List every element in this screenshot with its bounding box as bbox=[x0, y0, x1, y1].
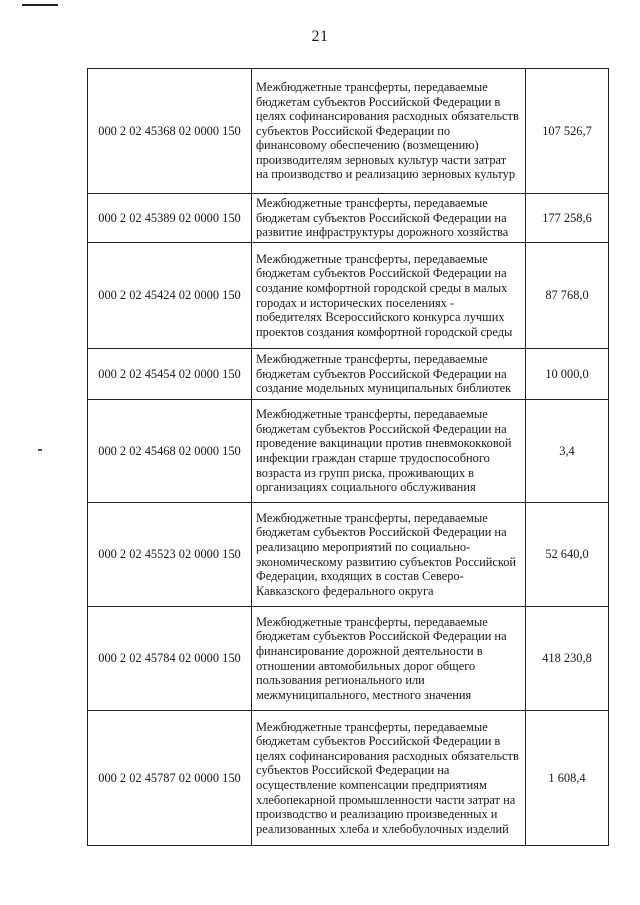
table-row bbox=[88, 607, 609, 711]
page-number: 21 bbox=[311, 28, 329, 45]
table-row bbox=[88, 243, 609, 349]
description-cell: Межбюджетные трансферты, передаваемые бюджетам субъектов Российской Федерации на создание модельных муниципальных библиотек bbox=[252, 349, 526, 400]
table-row bbox=[88, 69, 609, 194]
amount-cell: 107 526,7 bbox=[526, 69, 609, 194]
description-cell: Межбюджетные трансферты, передаваемые бюджетам субъектов Российской Федерации на создание комфортной городской среды в малых городах и исторических поселениях - победителях Всероссийского конкурса лучших проектов создания комфортной городской среды bbox=[252, 243, 526, 349]
table-row bbox=[88, 711, 609, 846]
amount-cell: 10 000,0 bbox=[526, 349, 609, 400]
budget-code-cell: 000 2 02 45784 02 0000 150 bbox=[88, 607, 252, 711]
amount-cell: 418 230,8 bbox=[526, 607, 609, 711]
scan-corner-mark bbox=[22, 4, 58, 6]
table-row bbox=[88, 194, 609, 243]
budget-code-cell: 000 2 02 45454 02 0000 150 bbox=[88, 349, 252, 400]
table-row bbox=[88, 503, 609, 607]
budget-code-cell: 000 2 02 45368 02 0000 150 bbox=[88, 69, 252, 194]
amount-cell: 1 608,4 bbox=[526, 711, 609, 846]
amount-cell: 3,4 bbox=[526, 400, 609, 503]
budget-code-cell: 000 2 02 45523 02 0000 150 bbox=[88, 503, 252, 607]
table-row bbox=[88, 349, 609, 400]
budget-code-cell: 000 2 02 45389 02 0000 150 bbox=[88, 194, 252, 243]
description-cell: Межбюджетные трансферты, передаваемые бюджетам субъектов Российской Федерации на финансирование дорожной деятельности в отношении автомобильных дорог общего пользования регионального или межмуниципального, местного значения bbox=[252, 607, 526, 711]
scan-margin-speck bbox=[38, 449, 42, 451]
amount-cell: 52 640,0 bbox=[526, 503, 609, 607]
description-cell: Межбюджетные трансферты, передаваемые бюджетам субъектов Российской Федерации на проведение вакцинации против пневмококковой инфекции граждан старше трудоспособного возраста из групп риска, проживающих в организациях социального обслуживания bbox=[252, 400, 526, 503]
amount-cell: 87 768,0 bbox=[526, 243, 609, 349]
description-cell: Межбюджетные трансферты, передаваемые бюджетам субъектов Российской Федерации на развитие инфраструктуры дорожного хозяйства bbox=[252, 194, 526, 243]
budget-code-cell: 000 2 02 45468 02 0000 150 bbox=[88, 400, 252, 503]
description-cell: Межбюджетные трансферты, передаваемые бюджетам субъектов Российской Федерации в целях софинансирования расходных обязательств субъектов Российской Федерации на осуществление компенсации предприятиям хлебопекарной промышленности части затрат на производство и реализацию произведенных и реализованных хлеба и хлебобулочных изделий bbox=[252, 711, 526, 846]
budget-code-cell: 000 2 02 45424 02 0000 150 bbox=[88, 243, 252, 349]
table-row bbox=[88, 400, 609, 503]
amount-cell: 177 258,6 bbox=[526, 194, 609, 243]
budget-transfers-table bbox=[87, 68, 609, 846]
description-cell: Межбюджетные трансферты, передаваемые бюджетам субъектов Российской Федерации в целях софинансирования расходных обязательств субъектов Российской Федерации по финансовому обеспечению (возмещению) производителям зерновых культур части затрат на производство и реализацию зерновых культур bbox=[252, 69, 526, 194]
budget-code-cell: 000 2 02 45787 02 0000 150 bbox=[88, 711, 252, 846]
description-cell: Межбюджетные трансферты, передаваемые бюджетам субъектов Российской Федерации на реализацию мероприятий по социально-экономическому развитию субъектов Российской Федерации, входящих в состав Северо-Кавказского федерального округа bbox=[252, 503, 526, 607]
